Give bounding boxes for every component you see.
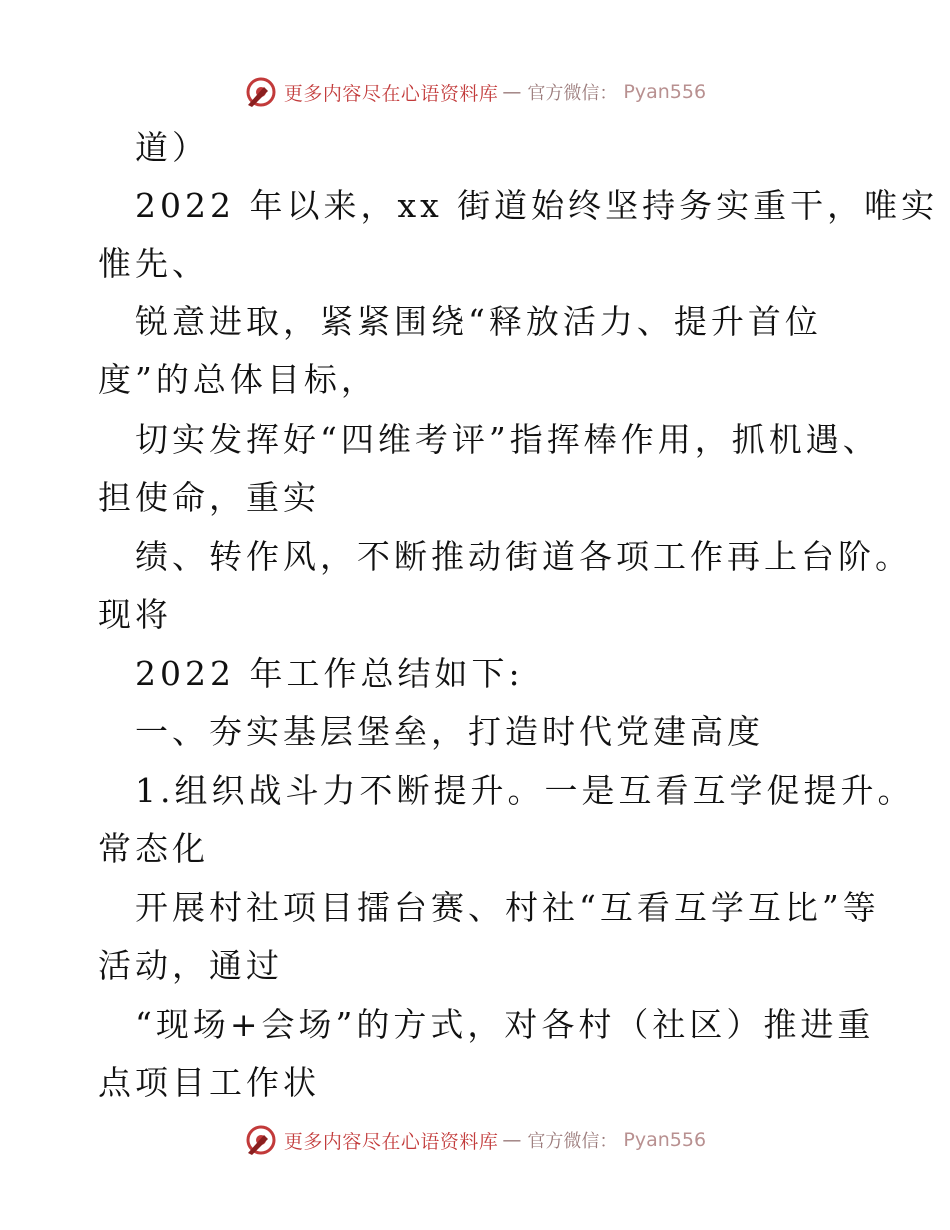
watermark-main-text: 更多内容尽在心语资料库	[283, 82, 499, 105]
text-line: 切实发挥好“四维考评”指挥棒作用，抓机遇、	[135, 420, 880, 459]
footer-watermark	[0, 1120, 950, 1160]
text-line: 活动，通过	[98, 946, 283, 985]
pen-logo-icon	[244, 1123, 278, 1157]
text-line: 点项目工作状	[98, 1063, 320, 1102]
text-line: 2022 年以来，xx 街道始终坚持务实重干，唯实	[135, 186, 939, 225]
text-line: 锐意进取，紧紧围绕“释放活力、提升首位	[135, 302, 822, 341]
text-line: 1.组织战斗力不断提升。一是互看互学促提升。	[135, 771, 915, 810]
header-watermark	[0, 72, 950, 112]
text-line: 绩、转作风，不断推动街道各项工作再上台阶。	[135, 537, 912, 576]
pen-logo-icon	[244, 75, 278, 109]
watermark-main-text: 更多内容尽在心语资料库	[283, 1130, 499, 1153]
section-heading: 一、夯实基层堡垒，打造时代党建高度	[135, 712, 764, 751]
text-line: 惟先、	[98, 244, 209, 283]
text-line: 担使命，重实	[98, 478, 320, 517]
watermark-wechat-label: 官方微信：	[527, 1131, 618, 1152]
watermark-wechat-id: Pyan556	[623, 81, 707, 103]
watermark-separator: —	[502, 81, 522, 103]
text-line: 开展村社项目擂台赛、村社“互看互学互比”等	[135, 888, 880, 927]
text-line: 常态化	[98, 829, 209, 868]
watermark-separator: —	[502, 1129, 522, 1151]
text-line: “现场+会场”的方式，对各村（社区）推进重	[135, 1005, 875, 1044]
text-line: 现将	[98, 595, 172, 634]
text-line: 度”的总体目标，	[98, 360, 378, 399]
watermark-wechat-id: Pyan556	[623, 1129, 707, 1151]
text-line: 道）	[135, 128, 209, 167]
text-line: 2022 年工作总结如下:	[135, 654, 524, 693]
watermark-wechat-label: 官方微信：	[527, 83, 618, 104]
